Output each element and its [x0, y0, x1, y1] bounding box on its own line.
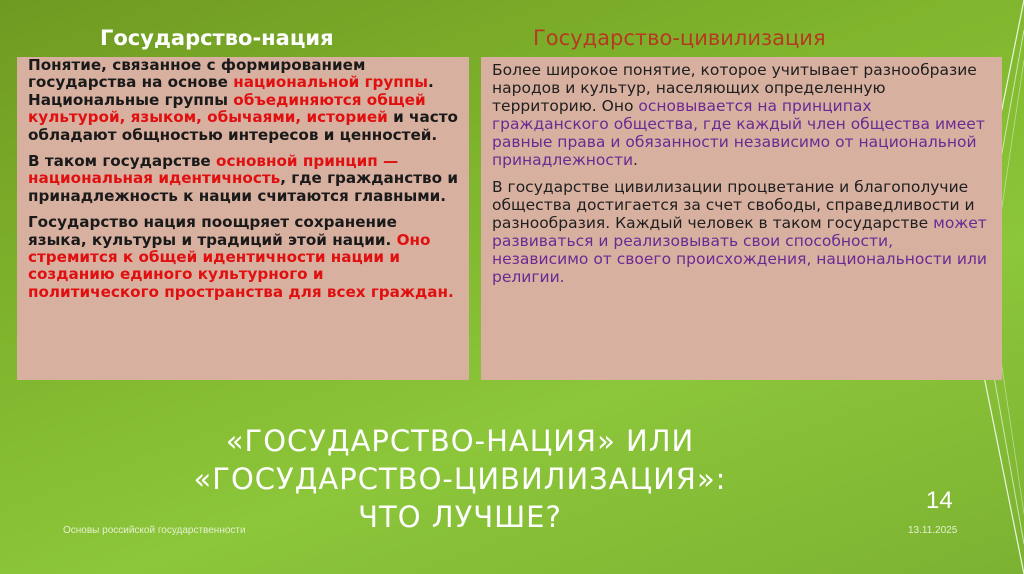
body-text: В государстве цивилизации процветание и благополучие общества достигается за счет свободы, справедливости и разнообразия. Каждый человек в таком государстве	[492, 178, 975, 232]
highlighted-text: национальной группы	[233, 73, 429, 92]
body-text: Понятие, связанное с формированием государства на основе	[28, 56, 366, 92]
highlighted-text: основывается на принципах гражданского общества, где каждый член общества имеет равные права и обязанности независимо от национальной принадлежности	[492, 97, 985, 169]
body-text: , где гражданство и принадлежность к нации считаются главными.	[28, 169, 459, 205]
body-text: Государство нация поощряет сохранение языка, культуры и традиций этой нации.	[28, 213, 397, 249]
slide-title-line: «ГОСУДАРСТВО-ЦИВИЛИЗАЦИЯ»:	[193, 462, 727, 496]
left-column-heading: Государство-нация	[100, 26, 334, 50]
paragraph	[492, 61, 992, 169]
body-text: В таком государстве	[28, 152, 217, 171]
slide-title	[150, 422, 770, 536]
page-number: 14	[926, 487, 953, 514]
highlighted-text: объединяются общей культурой, языком, обычаями, историей	[28, 90, 426, 127]
paragraph	[28, 57, 459, 144]
highlighted-text: Оно стремится к общей идентичности нации и созданию единого культурного и политического пространства для всех граждан.	[28, 230, 454, 301]
paragraph	[492, 178, 992, 286]
footer-date: 13.11.2025	[908, 525, 958, 536]
highlighted-text: может развиваться и реализовывать свои способности, независимо от своего происхождения, национальности или религии.	[492, 214, 987, 286]
paragraph	[28, 214, 459, 301]
body-text: .	[633, 151, 638, 169]
civilization-state-text-panel	[481, 57, 1002, 380]
body-text: и часто обладают общностью интересов и ценностей.	[28, 108, 458, 144]
highlighted-text: основной принцип — национальная идентичность	[28, 152, 399, 188]
paragraph	[28, 153, 459, 205]
body-text: Более широкое понятие, которое учитывает разнообразие народов и культур, населяющих определенную территорию. Оно	[492, 61, 977, 115]
footer-course-name: Основы российской государственности	[63, 525, 246, 536]
body-text: . Национальные группы	[28, 73, 434, 109]
right-column-heading: Государство-цивилизация	[533, 26, 826, 50]
nation-state-text-panel	[17, 57, 469, 380]
slide-title-line: «ГОСУДАРСТВО-НАЦИЯ» ИЛИ	[225, 424, 695, 458]
slide-title-line: ЧТО ЛУЧШЕ?	[358, 500, 562, 534]
